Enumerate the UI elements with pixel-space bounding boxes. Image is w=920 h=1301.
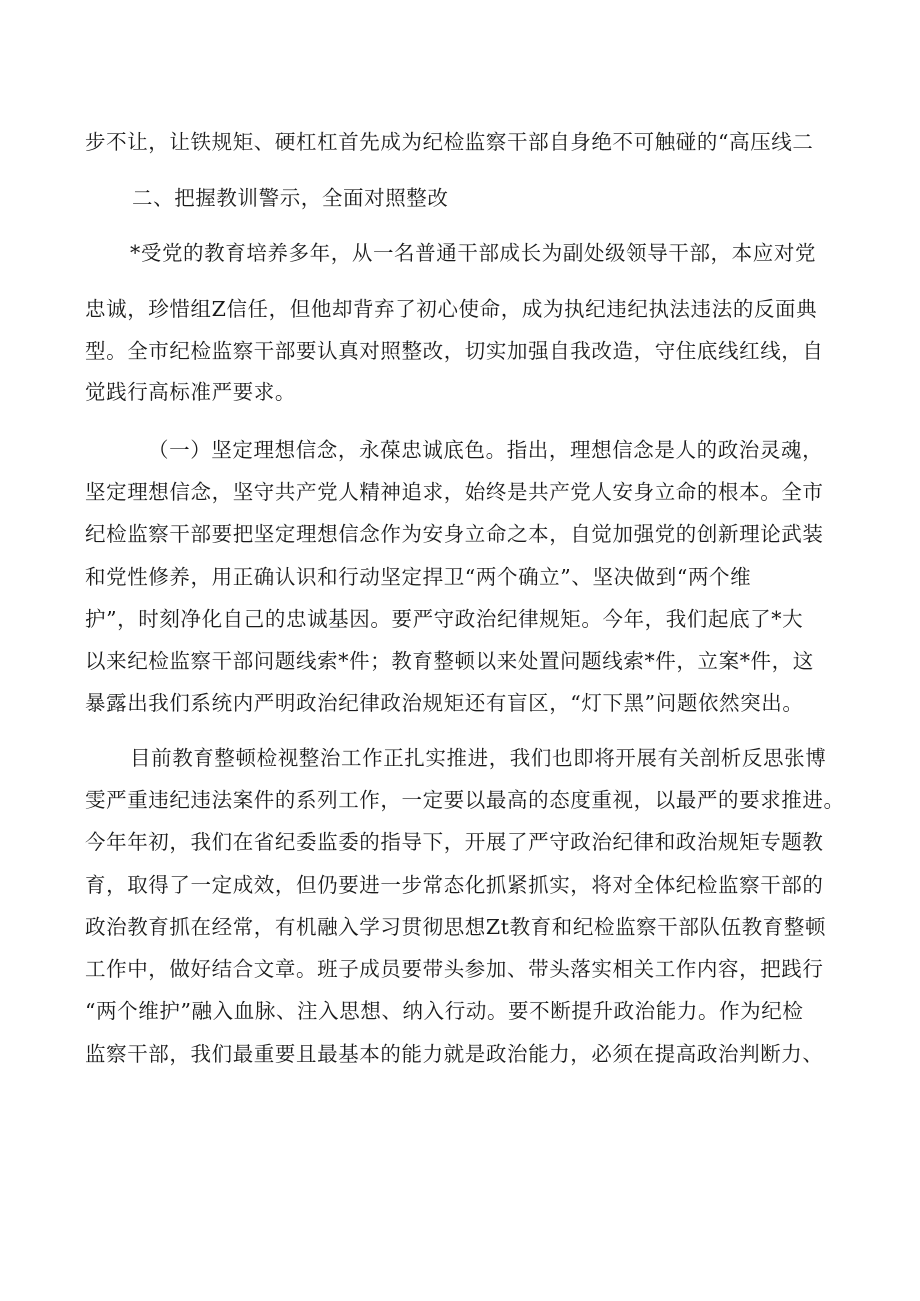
text-line: 育，取得了一定成效，但仍要进一步常态化抓紧抓实，将对全体纪检监察干部的	[85, 873, 824, 897]
text-line: 忠诚，珍惜组Z信任，但他却背弃了初心使命，成为执纪违纪执法违法的反面典	[85, 297, 818, 321]
text-line: 觉践行高标准严要求。	[85, 380, 296, 404]
text-line: 雯严重违纪违法案件的系列工作，一定要以最高的态度重视，以最严的要求推进。	[85, 788, 845, 812]
text-line: 纪检监察干部要把坚定理想信念作为安身立命之本，自觉加强党的创新理论武装	[85, 522, 824, 546]
text-line: 目前教育整顿检视整治工作正扎实推进，我们也即将开展有关剖析反思张博	[130, 746, 827, 770]
text-line: 以来纪检监察干部问题线索*件；教育整顿以来处置问题线索*件，立案*件，这	[85, 649, 814, 673]
text-line: 监察干部，我们最重要且最基本的能力就是政治能力，必须在提高政治判断力、	[85, 1042, 824, 1066]
text-line: 工作中，做好结合文章。班子成员要带头参加、带头落实相关工作内容，把践行	[85, 957, 824, 981]
text-line: 坚定理想信念，坚守共产党人精神追求，始终是共产党人安身立命的根本。全市	[85, 480, 824, 504]
text-line: 暴露出我们系统内严明政治纪律政治规矩还有盲区，“灯下黑”问题依然突出。	[85, 691, 804, 715]
text-line: 型。全市纪检监察干部要认真对照整改，切实加强自我改造，守住底线红线，自	[85, 339, 824, 363]
text-line: “两个维护”融入血脉、注入思想、纳入行动。要不断提升政治能力。作为纪检	[85, 999, 804, 1023]
text-line: 今年年初，我们在省纪委监委的指导下，开展了严守政治纪律和政治规矩专题教	[85, 830, 824, 854]
text-line: 政治教育抓在经常，有机融入学习贯彻思想Zt教育和纪检监察干部队伍教育整顿	[85, 915, 827, 939]
text-line: *受党的教育培养多年，从一名普通干部成长为副处级领导干部，本应对党	[130, 241, 817, 265]
text-line: 护”，时刻净化自己的忠诚基因。要严守政治纪律规矩。今年，我们起底了*大	[85, 607, 804, 631]
section-heading: 二、把握教训警示，全面对照整改	[132, 186, 449, 210]
subsection-heading: （一）坚定理想信念，永葆忠诚底色。指出，理想信念是人的政治灵魂，	[148, 438, 824, 462]
text-line: 和党性修养，用正确认识和行动坚定捍卫“两个确立”、坚决做到“两个维	[85, 565, 752, 589]
text-line: 步不让，让铁规矩、硬杠杠首先成为纪检监察干部自身绝不可触碰的“高压线二	[85, 130, 814, 154]
